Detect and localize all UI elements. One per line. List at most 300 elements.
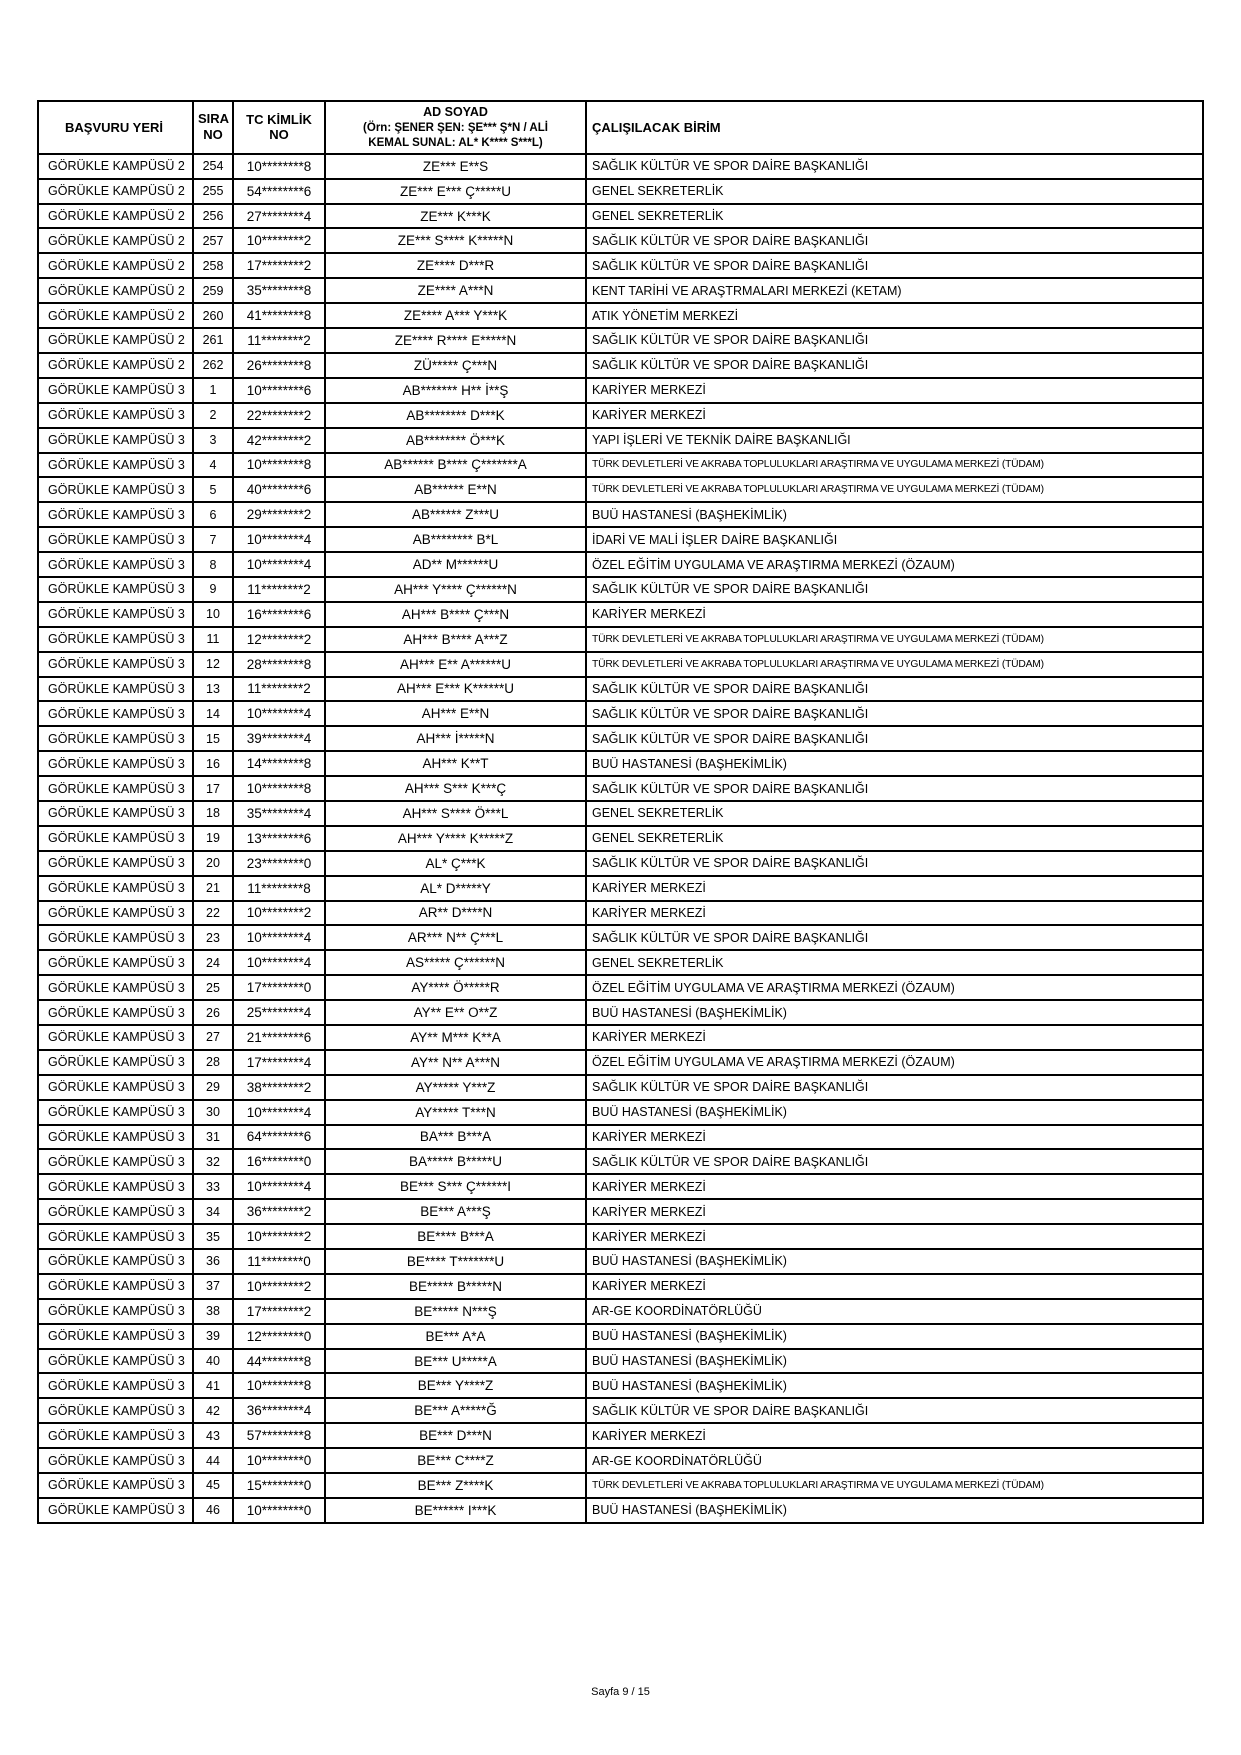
cell-tc-kimlik-no: 11********2 xyxy=(233,677,325,702)
cell-basvuru-yeri: GÖRÜKLE KAMPÜSÜ 3 xyxy=(38,428,193,453)
cell-birim: KARİYER MERKEZİ xyxy=(586,1274,1203,1299)
table-row xyxy=(38,1224,1203,1249)
cell-sira-no: 2 xyxy=(193,403,233,428)
cell-sira-no: 31 xyxy=(193,1125,233,1150)
cell-sira-no: 5 xyxy=(193,477,233,502)
cell-basvuru-yeri: GÖRÜKLE KAMPÜSÜ 3 xyxy=(38,577,193,602)
cell-basvuru-yeri: GÖRÜKLE KAMPÜSÜ 3 xyxy=(38,701,193,726)
header-sira-no: SIRA NO xyxy=(193,101,233,154)
cell-ad-soyad: BE*** Y****Z xyxy=(325,1373,586,1398)
cell-basvuru-yeri: GÖRÜKLE KAMPÜSÜ 3 xyxy=(38,1025,193,1050)
cell-sira-no: 36 xyxy=(193,1249,233,1274)
cell-tc-kimlik-no: 15********0 xyxy=(233,1473,325,1498)
cell-sira-no: 39 xyxy=(193,1324,233,1349)
cell-ad-soyad: BE*** C****Z xyxy=(325,1448,586,1473)
header-tc-kimlik-no: TC KİMLİK NO xyxy=(233,101,325,154)
cell-basvuru-yeri: GÖRÜKLE KAMPÜSÜ 3 xyxy=(38,677,193,702)
table-row xyxy=(38,1373,1203,1398)
table-row xyxy=(38,677,1203,702)
cell-basvuru-yeri: GÖRÜKLE KAMPÜSÜ 3 xyxy=(38,602,193,627)
cell-tc-kimlik-no: 35********4 xyxy=(233,801,325,826)
cell-tc-kimlik-no: 17********0 xyxy=(233,975,325,1000)
table-row xyxy=(38,925,1203,950)
cell-sira-no: 9 xyxy=(193,577,233,602)
cell-ad-soyad: ZE*** E**S xyxy=(325,154,586,179)
table-row xyxy=(38,1100,1203,1125)
table-row xyxy=(38,179,1203,204)
cell-ad-soyad: AB******* H** İ**Ş xyxy=(325,378,586,403)
cell-ad-soyad: AD** M******U xyxy=(325,552,586,577)
cell-birim: SAĞLIK KÜLTÜR VE SPOR DAİRE BAŞKANLIĞI xyxy=(586,851,1203,876)
cell-ad-soyad: AH*** Y**** K*****Z xyxy=(325,826,586,851)
cell-tc-kimlik-no: 10********2 xyxy=(233,1224,325,1249)
cell-sira-no: 3 xyxy=(193,428,233,453)
cell-birim: KARİYER MERKEZİ xyxy=(586,1199,1203,1224)
cell-sira-no: 22 xyxy=(193,901,233,926)
cell-tc-kimlik-no: 10********2 xyxy=(233,1274,325,1299)
cell-ad-soyad: BE*** A*****Ğ xyxy=(325,1398,586,1423)
cell-birim: SAĞLIK KÜLTÜR VE SPOR DAİRE BAŞKANLIĞI xyxy=(586,253,1203,278)
cell-sira-no: 43 xyxy=(193,1423,233,1448)
cell-ad-soyad: AY** N** A***N xyxy=(325,1050,586,1075)
cell-birim: BUÜ HASTANESİ (BAŞHEKİMLİK) xyxy=(586,1000,1203,1025)
table-row xyxy=(38,253,1203,278)
table-row xyxy=(38,1025,1203,1050)
cell-sira-no: 20 xyxy=(193,851,233,876)
cell-ad-soyad: BE*** Z****K xyxy=(325,1473,586,1498)
header-ad-soyad-example-line2: KEMAL SUNAL: AL* K**** S***L) xyxy=(368,136,543,149)
cell-sira-no: 1 xyxy=(193,378,233,403)
cell-ad-soyad: AY** M*** K**A xyxy=(325,1025,586,1050)
header-ad-soyad-title: AD SOYAD xyxy=(423,105,488,119)
table-row xyxy=(38,278,1203,303)
table-row xyxy=(38,1075,1203,1100)
cell-birim: AR-GE KOORDİNATÖRLÜĞÜ xyxy=(586,1299,1203,1324)
cell-birim: SAĞLIK KÜLTÜR VE SPOR DAİRE BAŞKANLIĞI xyxy=(586,726,1203,751)
cell-birim: BUÜ HASTANESİ (BAŞHEKİMLİK) xyxy=(586,1100,1203,1125)
cell-tc-kimlik-no: 64********6 xyxy=(233,1125,325,1150)
table-row xyxy=(38,1000,1203,1025)
cell-sira-no: 26 xyxy=(193,1000,233,1025)
table-row xyxy=(38,502,1203,527)
cell-birim: GENEL SEKRETERLİK xyxy=(586,179,1203,204)
cell-birim: SAĞLIK KÜLTÜR VE SPOR DAİRE BAŞKANLIĞI xyxy=(586,154,1203,179)
cell-ad-soyad: AY***** Y***Z xyxy=(325,1075,586,1100)
table-row xyxy=(38,826,1203,851)
table-row xyxy=(38,403,1203,428)
cell-sira-no: 21 xyxy=(193,876,233,901)
table-row xyxy=(38,876,1203,901)
cell-basvuru-yeri: GÖRÜKLE KAMPÜSÜ 3 xyxy=(38,826,193,851)
cell-birim: ÖZEL EĞİTİM UYGULAMA VE ARAŞTIRMA MERKEZİ (ÖZAUM) xyxy=(586,552,1203,577)
cell-tc-kimlik-no: 10********8 xyxy=(233,154,325,179)
cell-basvuru-yeri: GÖRÜKLE KAMPÜSÜ 2 xyxy=(38,303,193,328)
cell-sira-no: 11 xyxy=(193,627,233,652)
table-row xyxy=(38,228,1203,253)
cell-birim: GENEL SEKRETERLİK xyxy=(586,801,1203,826)
cell-sira-no: 6 xyxy=(193,502,233,527)
cell-sira-no: 45 xyxy=(193,1473,233,1498)
cell-ad-soyad: BE*** A*A xyxy=(325,1324,586,1349)
header-ad-soyad xyxy=(325,101,586,154)
cell-sira-no: 262 xyxy=(193,353,233,378)
cell-ad-soyad: AL* D*****Y xyxy=(325,876,586,901)
cell-ad-soyad: ZE**** A***N xyxy=(325,278,586,303)
cell-birim: KARİYER MERKEZİ xyxy=(586,378,1203,403)
cell-sira-no: 25 xyxy=(193,975,233,1000)
cell-sira-no: 12 xyxy=(193,652,233,677)
cell-birim: TÜRK DEVLETLERİ VE AKRABA TOPLULUKLARI ARAŞTIRMA VE UYGULAMA MERKEZİ (TÜDAM) xyxy=(586,627,1203,652)
cell-ad-soyad: ZE**** R**** E*****N xyxy=(325,328,586,353)
cell-basvuru-yeri: GÖRÜKLE KAMPÜSÜ 3 xyxy=(38,1324,193,1349)
cell-ad-soyad: BE*** U*****A xyxy=(325,1349,586,1374)
table-row xyxy=(38,1174,1203,1199)
cell-ad-soyad: AH*** E** A******U xyxy=(325,652,586,677)
cell-birim: GENEL SEKRETERLİK xyxy=(586,950,1203,975)
cell-tc-kimlik-no: 11********0 xyxy=(233,1249,325,1274)
cell-birim: KARİYER MERKEZİ xyxy=(586,1174,1203,1199)
cell-birim: GENEL SEKRETERLİK xyxy=(586,826,1203,851)
table-row xyxy=(38,1498,1203,1523)
cell-sira-no: 19 xyxy=(193,826,233,851)
cell-basvuru-yeri: GÖRÜKLE KAMPÜSÜ 3 xyxy=(38,627,193,652)
cell-birim: BUÜ HASTANESİ (BAŞHEKİMLİK) xyxy=(586,1324,1203,1349)
cell-tc-kimlik-no: 22********2 xyxy=(233,403,325,428)
table-row xyxy=(38,552,1203,577)
cell-tc-kimlik-no: 11********8 xyxy=(233,876,325,901)
cell-tc-kimlik-no: 39********4 xyxy=(233,726,325,751)
cell-basvuru-yeri: GÖRÜKLE KAMPÜSÜ 3 xyxy=(38,1398,193,1423)
table-row xyxy=(38,652,1203,677)
table-row xyxy=(38,1349,1203,1374)
cell-tc-kimlik-no: 38********2 xyxy=(233,1075,325,1100)
cell-sira-no: 42 xyxy=(193,1398,233,1423)
cell-tc-kimlik-no: 10********0 xyxy=(233,1448,325,1473)
cell-tc-kimlik-no: 42********2 xyxy=(233,428,325,453)
table-row xyxy=(38,901,1203,926)
cell-tc-kimlik-no: 10********8 xyxy=(233,1373,325,1398)
cell-basvuru-yeri: GÖRÜKLE KAMPÜSÜ 2 xyxy=(38,353,193,378)
cell-birim: BUÜ HASTANESİ (BAŞHEKİMLİK) xyxy=(586,1373,1203,1398)
cell-tc-kimlik-no: 17********2 xyxy=(233,253,325,278)
table-row xyxy=(38,950,1203,975)
cell-tc-kimlik-no: 14********8 xyxy=(233,751,325,776)
cell-birim: ATIK YÖNETİM MERKEZİ xyxy=(586,303,1203,328)
cell-tc-kimlik-no: 25********4 xyxy=(233,1000,325,1025)
table-row xyxy=(38,303,1203,328)
cell-ad-soyad: AH*** Y**** Ç******N xyxy=(325,577,586,602)
cell-basvuru-yeri: GÖRÜKLE KAMPÜSÜ 3 xyxy=(38,1075,193,1100)
cell-ad-soyad: ZE*** S**** K*****N xyxy=(325,228,586,253)
page-number: Sayfa 9 / 15 xyxy=(591,1686,650,1698)
cell-basvuru-yeri: GÖRÜKLE KAMPÜSÜ 2 xyxy=(38,328,193,353)
cell-basvuru-yeri: GÖRÜKLE KAMPÜSÜ 3 xyxy=(38,1448,193,1473)
table-row xyxy=(38,975,1203,1000)
cell-ad-soyad: BE**** T*******U xyxy=(325,1249,586,1274)
cell-sira-no: 46 xyxy=(193,1498,233,1523)
cell-basvuru-yeri: GÖRÜKLE KAMPÜSÜ 2 xyxy=(38,228,193,253)
cell-basvuru-yeri: GÖRÜKLE KAMPÜSÜ 3 xyxy=(38,1423,193,1448)
header-calisilacak-birim: ÇALIŞILACAK BİRİM xyxy=(586,101,1203,154)
cell-birim: SAĞLIK KÜLTÜR VE SPOR DAİRE BAŞKANLIĞI xyxy=(586,1149,1203,1174)
cell-tc-kimlik-no: 10********4 xyxy=(233,552,325,577)
cell-sira-no: 18 xyxy=(193,801,233,826)
cell-tc-kimlik-no: 10********4 xyxy=(233,701,325,726)
cell-ad-soyad: BE**** B***A xyxy=(325,1224,586,1249)
cell-tc-kimlik-no: 29********2 xyxy=(233,502,325,527)
cell-ad-soyad: ZE**** A*** Y***K xyxy=(325,303,586,328)
cell-birim: KARİYER MERKEZİ xyxy=(586,876,1203,901)
cell-sira-no: 16 xyxy=(193,751,233,776)
cell-basvuru-yeri: GÖRÜKLE KAMPÜSÜ 3 xyxy=(38,925,193,950)
table-row xyxy=(38,328,1203,353)
cell-ad-soyad: BE****** I***K xyxy=(325,1498,586,1523)
cell-ad-soyad: AB****** E**N xyxy=(325,477,586,502)
cell-basvuru-yeri: GÖRÜKLE KAMPÜSÜ 3 xyxy=(38,1349,193,1374)
cell-ad-soyad: AB******** B*L xyxy=(325,527,586,552)
cell-tc-kimlik-no: 10********2 xyxy=(233,228,325,253)
cell-basvuru-yeri: GÖRÜKLE KAMPÜSÜ 3 xyxy=(38,776,193,801)
cell-sira-no: 44 xyxy=(193,1448,233,1473)
cell-tc-kimlik-no: 17********2 xyxy=(233,1299,325,1324)
cell-tc-kimlik-no: 10********8 xyxy=(233,453,325,478)
cell-basvuru-yeri: GÖRÜKLE KAMPÜSÜ 2 xyxy=(38,179,193,204)
cell-birim: KARİYER MERKEZİ xyxy=(586,1224,1203,1249)
table-row xyxy=(38,627,1203,652)
cell-basvuru-yeri: GÖRÜKLE KAMPÜSÜ 2 xyxy=(38,154,193,179)
table-header xyxy=(38,101,1203,154)
cell-sira-no: 33 xyxy=(193,1174,233,1199)
cell-ad-soyad: AH*** İ*****N xyxy=(325,726,586,751)
cell-ad-soyad: ZE*** E*** Ç*****U xyxy=(325,179,586,204)
table-row xyxy=(38,1050,1203,1075)
cell-tc-kimlik-no: 57********8 xyxy=(233,1423,325,1448)
cell-birim: KARİYER MERKEZİ xyxy=(586,1025,1203,1050)
cell-ad-soyad: AH*** K**T xyxy=(325,751,586,776)
cell-ad-soyad: AH*** S*** K***Ç xyxy=(325,776,586,801)
cell-birim: YAPI İŞLERİ VE TEKNİK DAİRE BAŞKANLIĞI xyxy=(586,428,1203,453)
cell-basvuru-yeri: GÖRÜKLE KAMPÜSÜ 3 xyxy=(38,726,193,751)
cell-tc-kimlik-no: 26********8 xyxy=(233,353,325,378)
cell-birim: SAĞLIK KÜLTÜR VE SPOR DAİRE BAŞKANLIĞI xyxy=(586,677,1203,702)
cell-sira-no: 41 xyxy=(193,1373,233,1398)
cell-basvuru-yeri: GÖRÜKLE KAMPÜSÜ 3 xyxy=(38,477,193,502)
cell-birim: SAĞLIK KÜLTÜR VE SPOR DAİRE BAŞKANLIĞI xyxy=(586,228,1203,253)
cell-basvuru-yeri: GÖRÜKLE KAMPÜSÜ 3 xyxy=(38,801,193,826)
cell-tc-kimlik-no: 28********8 xyxy=(233,652,325,677)
cell-ad-soyad: ZE**** D***R xyxy=(325,253,586,278)
cell-ad-soyad: AH*** B**** Ç***N xyxy=(325,602,586,627)
cell-sira-no: 256 xyxy=(193,204,233,229)
cell-tc-kimlik-no: 16********0 xyxy=(233,1149,325,1174)
cell-basvuru-yeri: GÖRÜKLE KAMPÜSÜ 3 xyxy=(38,1149,193,1174)
cell-ad-soyad: BE*** D***N xyxy=(325,1423,586,1448)
cell-ad-soyad: AH*** S**** Ö***L xyxy=(325,801,586,826)
table-row xyxy=(38,453,1203,478)
cell-basvuru-yeri: GÖRÜKLE KAMPÜSÜ 3 xyxy=(38,751,193,776)
cell-ad-soyad: AB****** B**** Ç*******A xyxy=(325,453,586,478)
cell-tc-kimlik-no: 27********4 xyxy=(233,204,325,229)
cell-ad-soyad: BE***** N***Ş xyxy=(325,1299,586,1324)
cell-sira-no: 257 xyxy=(193,228,233,253)
cell-ad-soyad: AS***** Ç******N xyxy=(325,950,586,975)
cell-ad-soyad: AR** D****N xyxy=(325,901,586,926)
cell-birim: ÖZEL EĞİTİM UYGULAMA VE ARAŞTIRMA MERKEZİ (ÖZAUM) xyxy=(586,1050,1203,1075)
cell-tc-kimlik-no: 12********2 xyxy=(233,627,325,652)
cell-birim: ÖZEL EĞİTİM UYGULAMA VE ARAŞTIRMA MERKEZİ (ÖZAUM) xyxy=(586,975,1203,1000)
table-row xyxy=(38,851,1203,876)
table-row xyxy=(38,1274,1203,1299)
cell-tc-kimlik-no: 11********2 xyxy=(233,577,325,602)
cell-basvuru-yeri: GÖRÜKLE KAMPÜSÜ 3 xyxy=(38,1249,193,1274)
cell-sira-no: 15 xyxy=(193,726,233,751)
table-body xyxy=(38,154,1203,1523)
cell-tc-kimlik-no: 10********4 xyxy=(233,1100,325,1125)
cell-basvuru-yeri: GÖRÜKLE KAMPÜSÜ 3 xyxy=(38,901,193,926)
table-row xyxy=(38,1299,1203,1324)
cell-sira-no: 34 xyxy=(193,1199,233,1224)
table-row xyxy=(38,776,1203,801)
cell-basvuru-yeri: GÖRÜKLE KAMPÜSÜ 3 xyxy=(38,975,193,1000)
cell-tc-kimlik-no: 36********4 xyxy=(233,1398,325,1423)
cell-sira-no: 38 xyxy=(193,1299,233,1324)
table-row xyxy=(38,1398,1203,1423)
cell-basvuru-yeri: GÖRÜKLE KAMPÜSÜ 3 xyxy=(38,1125,193,1150)
cell-tc-kimlik-no: 10********4 xyxy=(233,925,325,950)
cell-tc-kimlik-no: 13********6 xyxy=(233,826,325,851)
table-row xyxy=(38,1149,1203,1174)
table-header-row xyxy=(38,101,1203,154)
cell-basvuru-yeri: GÖRÜKLE KAMPÜSÜ 3 xyxy=(38,851,193,876)
cell-sira-no: 254 xyxy=(193,154,233,179)
cell-ad-soyad: AR*** N** Ç***L xyxy=(325,925,586,950)
cell-tc-kimlik-no: 44********8 xyxy=(233,1349,325,1374)
table-row xyxy=(38,1324,1203,1349)
cell-ad-soyad: BA***** B*****U xyxy=(325,1149,586,1174)
cell-sira-no: 40 xyxy=(193,1349,233,1374)
cell-basvuru-yeri: GÖRÜKLE KAMPÜSÜ 3 xyxy=(38,950,193,975)
cell-sira-no: 255 xyxy=(193,179,233,204)
cell-sira-no: 258 xyxy=(193,253,233,278)
table-row xyxy=(38,1473,1203,1498)
cell-birim: BUÜ HASTANESİ (BAŞHEKİMLİK) xyxy=(586,1349,1203,1374)
cell-basvuru-yeri: GÖRÜKLE KAMPÜSÜ 3 xyxy=(38,552,193,577)
table-row xyxy=(38,428,1203,453)
cell-birim: SAĞLIK KÜLTÜR VE SPOR DAİRE BAŞKANLIĞI xyxy=(586,701,1203,726)
cell-basvuru-yeri: GÖRÜKLE KAMPÜSÜ 3 xyxy=(38,1498,193,1523)
cell-birim: SAĞLIK KÜLTÜR VE SPOR DAİRE BAŞKANLIĞI xyxy=(586,353,1203,378)
cell-basvuru-yeri: GÖRÜKLE KAMPÜSÜ 3 xyxy=(38,502,193,527)
cell-ad-soyad: AY**** Ö*****R xyxy=(325,975,586,1000)
table-row xyxy=(38,1448,1203,1473)
cell-sira-no: 37 xyxy=(193,1274,233,1299)
cell-basvuru-yeri: GÖRÜKLE KAMPÜSÜ 3 xyxy=(38,403,193,428)
cell-basvuru-yeri: GÖRÜKLE KAMPÜSÜ 3 xyxy=(38,1050,193,1075)
cell-basvuru-yeri: GÖRÜKLE KAMPÜSÜ 3 xyxy=(38,1373,193,1398)
cell-sira-no: 35 xyxy=(193,1224,233,1249)
cell-birim: SAĞLIK KÜLTÜR VE SPOR DAİRE BAŞKANLIĞI xyxy=(586,776,1203,801)
cell-ad-soyad: AB******** D***K xyxy=(325,403,586,428)
table-row xyxy=(38,701,1203,726)
cell-tc-kimlik-no: 10********4 xyxy=(233,1174,325,1199)
table-row xyxy=(38,204,1203,229)
table-row xyxy=(38,527,1203,552)
cell-birim: SAĞLIK KÜLTÜR VE SPOR DAİRE BAŞKANLIĞI xyxy=(586,328,1203,353)
cell-sira-no: 27 xyxy=(193,1025,233,1050)
cell-basvuru-yeri: GÖRÜKLE KAMPÜSÜ 3 xyxy=(38,527,193,552)
cell-basvuru-yeri: GÖRÜKLE KAMPÜSÜ 3 xyxy=(38,1100,193,1125)
cell-basvuru-yeri: GÖRÜKLE KAMPÜSÜ 2 xyxy=(38,204,193,229)
cell-tc-kimlik-no: 40********6 xyxy=(233,477,325,502)
cell-basvuru-yeri: GÖRÜKLE KAMPÜSÜ 3 xyxy=(38,1299,193,1324)
cell-birim: TÜRK DEVLETLERİ VE AKRABA TOPLULUKLARI ARAŞTIRMA VE UYGULAMA MERKEZİ (TÜDAM) xyxy=(586,1473,1203,1498)
cell-tc-kimlik-no: 17********4 xyxy=(233,1050,325,1075)
cell-birim: TÜRK DEVLETLERİ VE AKRABA TOPLULUKLARI ARAŞTIRMA VE UYGULAMA MERKEZİ (TÜDAM) xyxy=(586,477,1203,502)
cell-sira-no: 24 xyxy=(193,950,233,975)
cell-basvuru-yeri: GÖRÜKLE KAMPÜSÜ 3 xyxy=(38,1174,193,1199)
cell-tc-kimlik-no: 54********6 xyxy=(233,179,325,204)
cell-ad-soyad: ZÜ***** Ç***N xyxy=(325,353,586,378)
cell-ad-soyad: BE*** A***Ş xyxy=(325,1199,586,1224)
cell-tc-kimlik-no: 12********0 xyxy=(233,1324,325,1349)
cell-ad-soyad: AH*** E*** K******U xyxy=(325,677,586,702)
cell-basvuru-yeri: GÖRÜKLE KAMPÜSÜ 3 xyxy=(38,652,193,677)
cell-sira-no: 10 xyxy=(193,602,233,627)
cell-tc-kimlik-no: 23********0 xyxy=(233,851,325,876)
cell-birim: KARİYER MERKEZİ xyxy=(586,602,1203,627)
cell-sira-no: 8 xyxy=(193,552,233,577)
cell-sira-no: 261 xyxy=(193,328,233,353)
cell-sira-no: 32 xyxy=(193,1149,233,1174)
header-basvuru-yeri: BAŞVURU YERİ xyxy=(38,101,193,154)
cell-ad-soyad: AL* Ç***K xyxy=(325,851,586,876)
cell-birim: BUÜ HASTANESİ (BAŞHEKİMLİK) xyxy=(586,1249,1203,1274)
cell-ad-soyad: AH*** B**** A***Z xyxy=(325,627,586,652)
cell-ad-soyad: ZE*** K***K xyxy=(325,204,586,229)
cell-ad-soyad: AB****** Z***U xyxy=(325,502,586,527)
cell-tc-kimlik-no: 10********4 xyxy=(233,950,325,975)
cell-birim: SAĞLIK KÜLTÜR VE SPOR DAİRE BAŞKANLIĞI xyxy=(586,1075,1203,1100)
cell-basvuru-yeri: GÖRÜKLE KAMPÜSÜ 3 xyxy=(38,453,193,478)
cell-basvuru-yeri: GÖRÜKLE KAMPÜSÜ 3 xyxy=(38,1000,193,1025)
cell-basvuru-yeri: GÖRÜKLE KAMPÜSÜ 2 xyxy=(38,253,193,278)
cell-tc-kimlik-no: 16********6 xyxy=(233,602,325,627)
cell-birim: AR-GE KOORDİNATÖRLÜĞÜ xyxy=(586,1448,1203,1473)
cell-birim: SAĞLIK KÜLTÜR VE SPOR DAİRE BAŞKANLIĞI xyxy=(586,925,1203,950)
table-row xyxy=(38,353,1203,378)
cell-sira-no: 28 xyxy=(193,1050,233,1075)
cell-tc-kimlik-no: 10********2 xyxy=(233,901,325,926)
table-row xyxy=(38,1249,1203,1274)
cell-tc-kimlik-no: 10********8 xyxy=(233,776,325,801)
cell-sira-no: 23 xyxy=(193,925,233,950)
cell-basvuru-yeri: GÖRÜKLE KAMPÜSÜ 3 xyxy=(38,1473,193,1498)
applicants-table xyxy=(37,100,1204,1524)
table-row xyxy=(38,801,1203,826)
table-row xyxy=(38,378,1203,403)
cell-birim: BUÜ HASTANESİ (BAŞHEKİMLİK) xyxy=(586,1498,1203,1523)
table-row xyxy=(38,1423,1203,1448)
table-row xyxy=(38,154,1203,179)
cell-ad-soyad: AH*** E**N xyxy=(325,701,586,726)
cell-birim: GENEL SEKRETERLİK xyxy=(586,204,1203,229)
cell-sira-no: 7 xyxy=(193,527,233,552)
cell-basvuru-yeri: GÖRÜKLE KAMPÜSÜ 3 xyxy=(38,1274,193,1299)
cell-birim: TÜRK DEVLETLERİ VE AKRABA TOPLULUKLARI ARAŞTIRMA VE UYGULAMA MERKEZİ (TÜDAM) xyxy=(586,652,1203,677)
cell-tc-kimlik-no: 10********4 xyxy=(233,527,325,552)
header-ad-soyad-example-line1: (Örn: ŞENER ŞEN: ŞE*** Ş*N / ALİ xyxy=(363,121,548,134)
cell-birim: SAĞLIK KÜLTÜR VE SPOR DAİRE BAŞKANLIĞI xyxy=(586,1398,1203,1423)
